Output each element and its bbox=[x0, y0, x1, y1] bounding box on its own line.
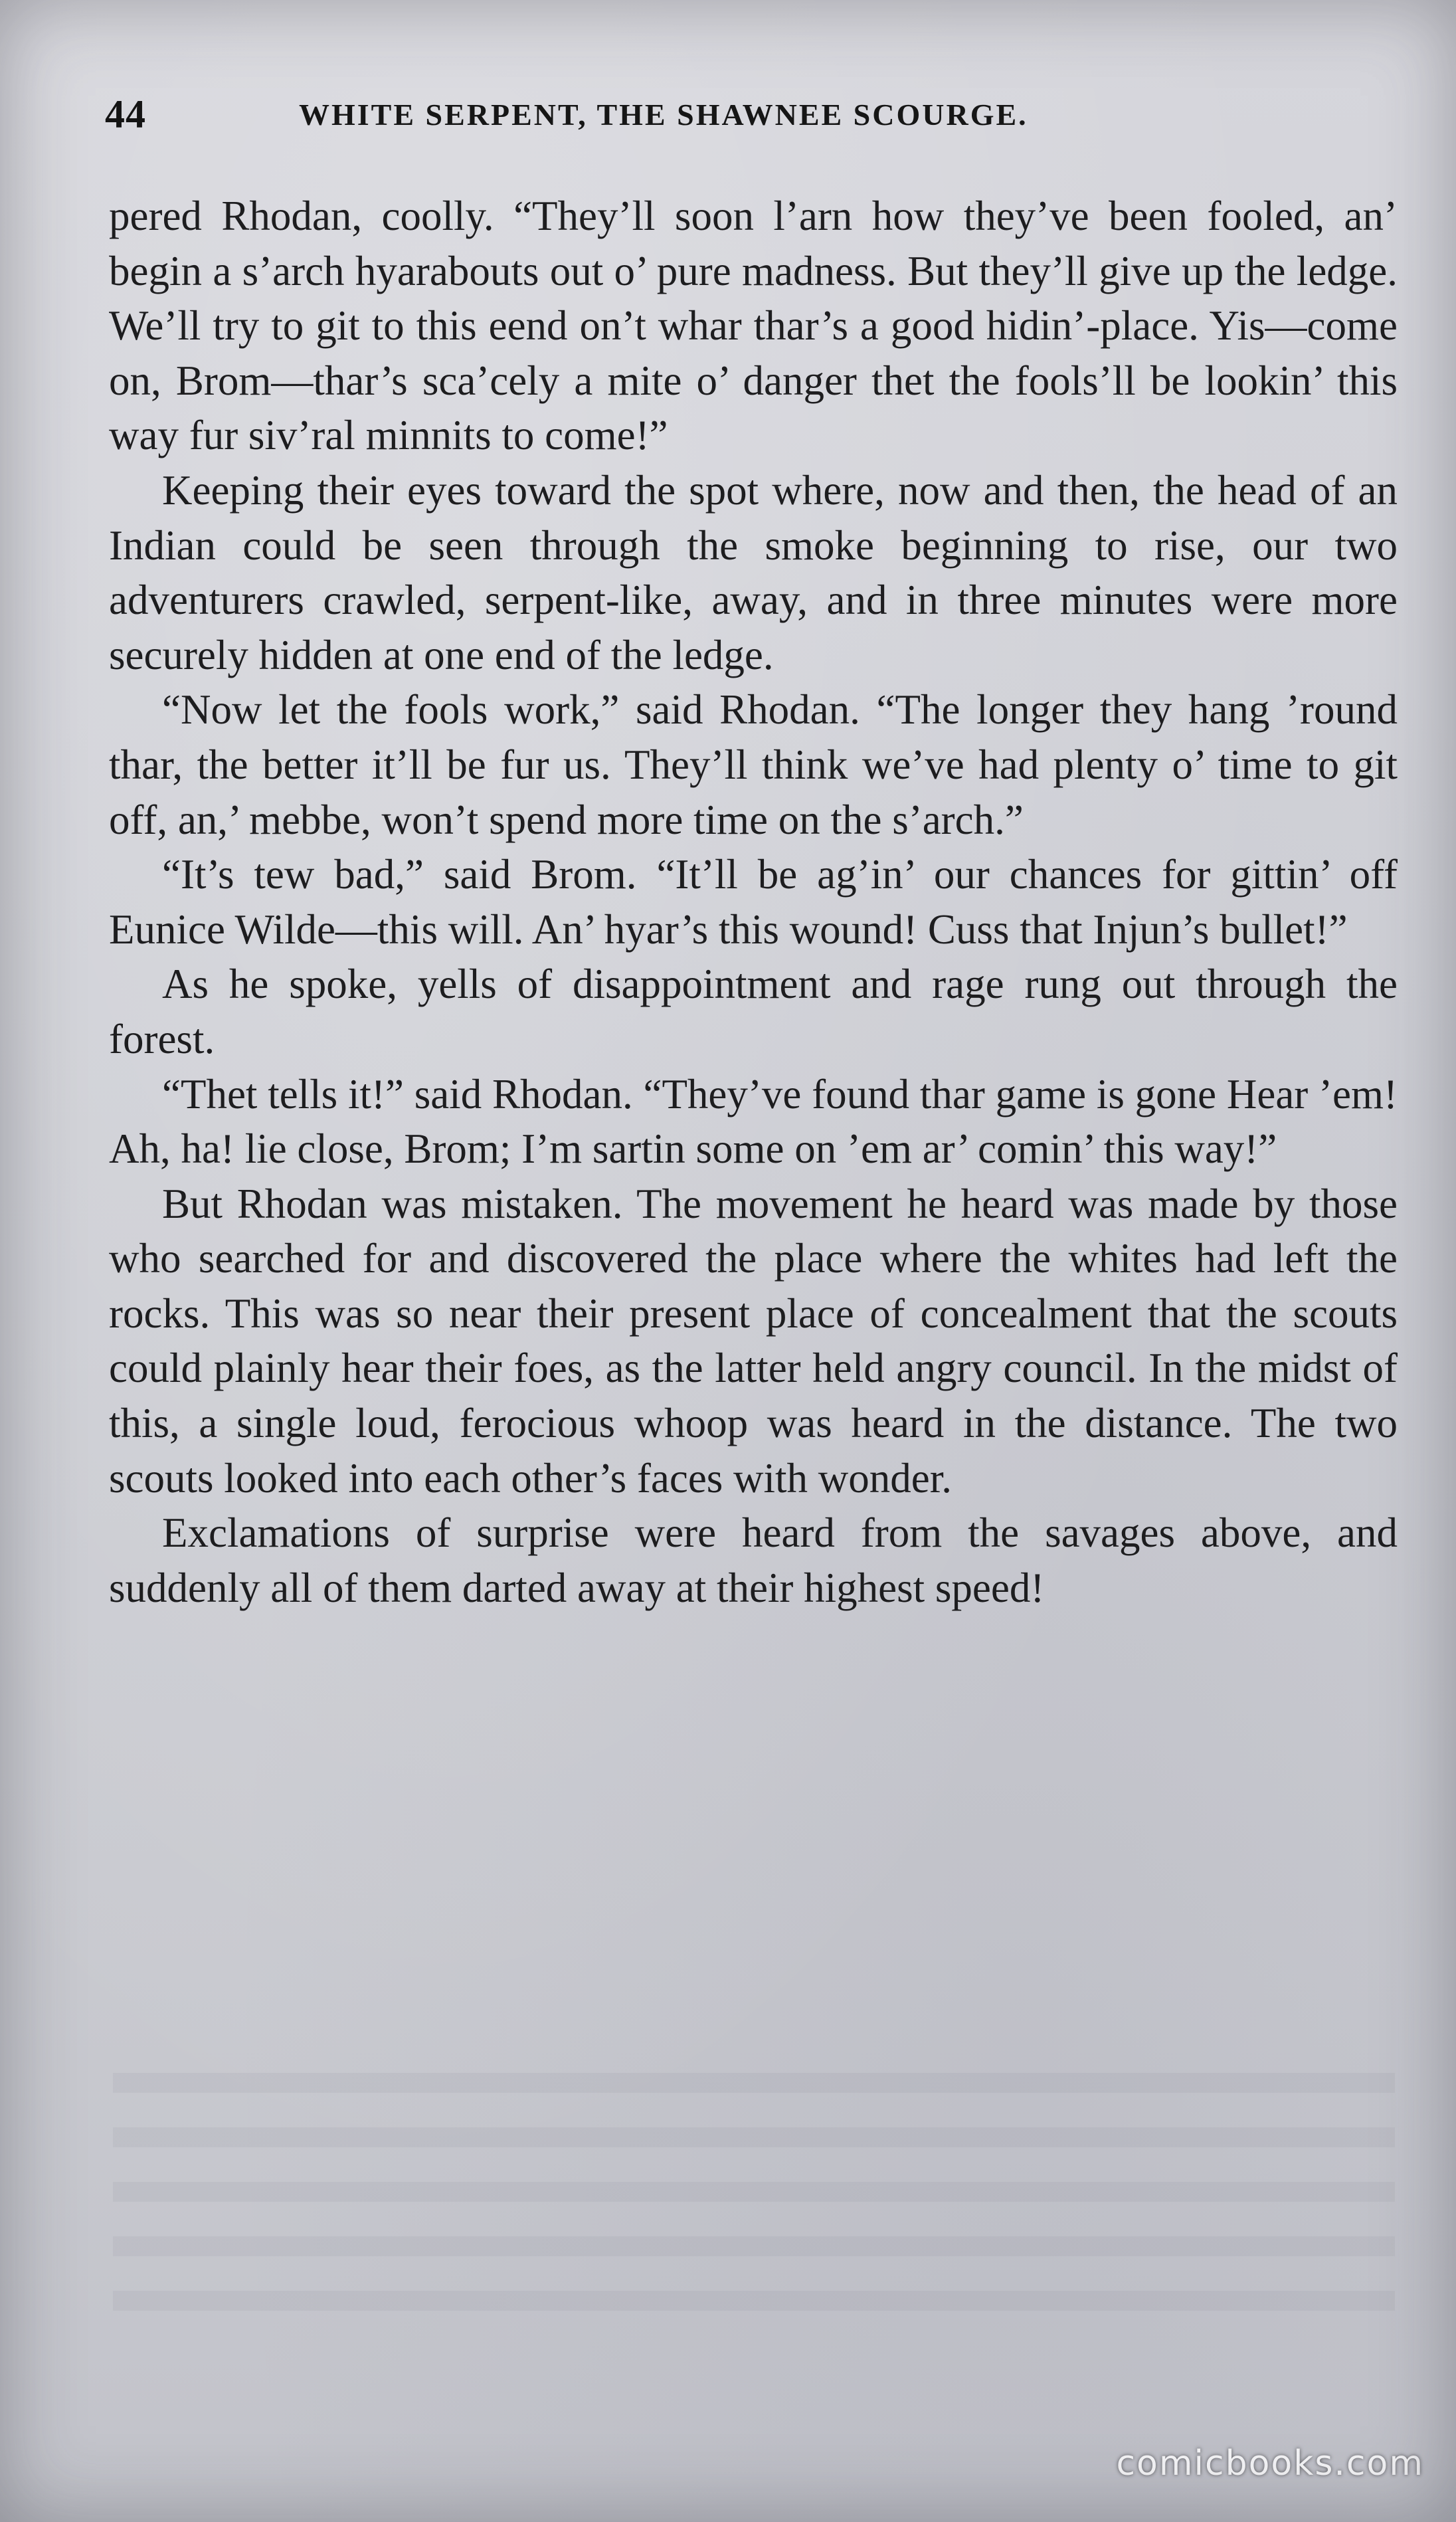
paragraph: Exclamations of surprise were heard from the savages above, and suddenly all of them darted away at their highest speed! bbox=[109, 1509, 1398, 1611]
page-number: 44 bbox=[105, 92, 146, 136]
paragraph: As he spoke, yells of disappointment and rage rung out through the forest. bbox=[109, 961, 1398, 1062]
paragraph: Keeping their eyes toward the spot where, now and then, the head of an Indian could be seen through the smoke beginning to rise, our two adventurers crawled, serpent-like, away, and in three minutes were more securely hidden at one end of the ledge. bbox=[109, 466, 1398, 678]
paragraph: “It’s tew bad,” said Brom. “It’ll be ag’in’ our chances for gittin’ off Eunice Wilde—this will. An’ hyar’s this wound! Cuss that Injun’s bullet!” bbox=[109, 851, 1398, 953]
watermark: comicbooks.com bbox=[1116, 2444, 1424, 2483]
paragraph: But Rhodan was mistaken. The movement he heard was made by those who searched for and discovered the place where the whites had left the rocks. This was so near their present place of concealment that the scouts could plainly hear their foes, as the latter held angry council. In the midst of this, a single loud, ferocious whoop was heard in the distance. The two scouts looked into each other’s faces with wonder. bbox=[109, 1180, 1398, 1502]
paragraph: pered Rhodan, coolly. “They’ll soon l’arn how they’ve been fooled, an’ begin a s’arch hyarabouts out o’ pure madness. But they’ll give up the ledge. We’ll try to git to this eend on’t whar thar’s a good hidin’-place. Yis—come on, Brom—thar’s sca’cely a mite o’ danger thet the fools’ll be lookin’ this way fur siv’ral minnits to come!” bbox=[109, 193, 1398, 459]
page-header bbox=[100, 92, 1402, 151]
running-head: WHITE SERPENT, THE SHAWNEE SCOURGE. bbox=[299, 98, 1028, 132]
paragraph: “Thet tells it!” said Rhodan. “They’ve found thar game is gone Hear ’em! Ah, ha! lie close, Brom; I’m sartin some on ’em ar’ comin’ this way!” bbox=[109, 1070, 1398, 1173]
show-through-texture bbox=[113, 2046, 1395, 2325]
body-text bbox=[109, 189, 1398, 1615]
paragraph: “Now let the fools work,” said Rhodan. “The longer they hang ’round thar, the better it’ll be fur us. They’ll think we’ve had plenty o’ time to git off, an,’ mebbe, won’t spend more time on the s’arch.” bbox=[109, 686, 1398, 843]
